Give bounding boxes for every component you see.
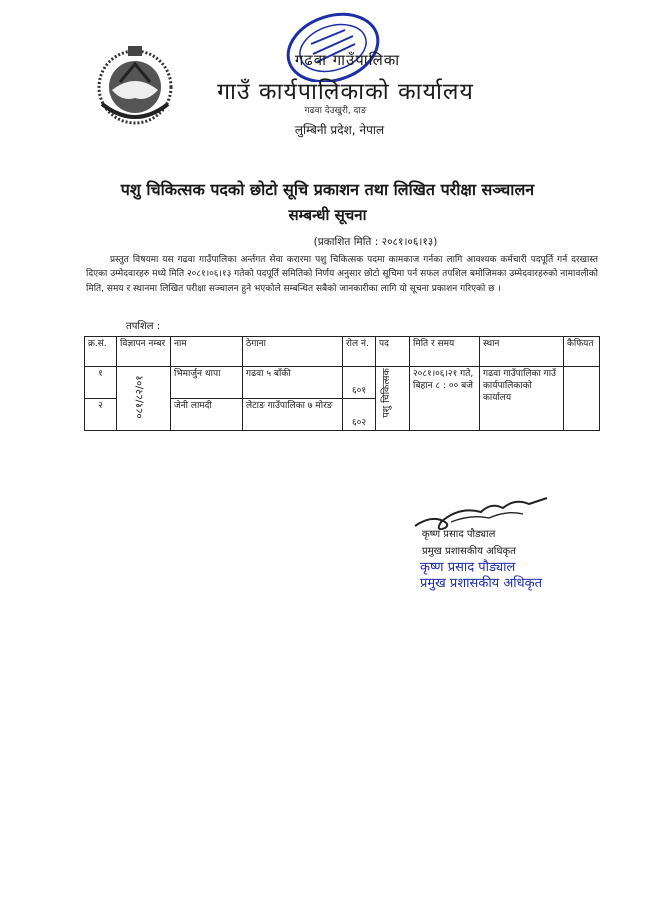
col-header-sn: क्र.सं. [85, 337, 117, 367]
remarks-cell [564, 367, 600, 431]
ad-number: ०८१/८२/०१ [134, 375, 146, 419]
notice-body: प्रस्तुत विषयमा यस गढवा गाउँपालिका अर्न्तगत सेवा करारमा पशु चिकित्सक पदमा कामकाज गर्नका लागि आवश्यक कर्मचारी पदपूर्ति गर्न दरखास्त दिएका उम्मेदवारहरु मध्ये मिति २०८१।०६।१३ गतेको पदपूर्ति समितिको निर्णय अनुसार छोटो सूचिमा पर्न सफल तपशिल बमोजिमका उम्मेदवारहरुको नामावलीको मिति, समय र स्थानमा लिखित परीक्षा सञ्चालन हुने भएकोले सम्बन्धित सबैको जानकारीका लागि यो सूचना प्रकाशन गरिएको छ । [86, 255, 598, 294]
post-cell [376, 367, 410, 431]
municipality-name: गढवा गाउँपालिका [294, 51, 401, 69]
signatory-name: कृष्ण प्रसाद पौड्याल [422, 529, 496, 540]
post-name: पशु चिकित्सक [380, 368, 392, 418]
row-name: भिमार्जुन थापा [171, 367, 243, 399]
col-header-name: नाम [171, 337, 243, 367]
col-header-roll: रोल नं. [343, 337, 376, 367]
office-address: गढवा देउखुरी, दाङ [304, 106, 367, 116]
row-name: जेनी लामदी [171, 399, 243, 431]
table-header-row [85, 337, 600, 367]
col-header-post: पद [376, 337, 410, 367]
seal-signatory-designation: प्रमुख प्रशासकीय अधिकृत [420, 576, 543, 591]
schedule-label: तपशिल : [126, 321, 161, 332]
office-stamp-icon [283, 10, 383, 82]
row-address: लेटाङ गाउँपालिका ७ मोरङ [243, 399, 343, 431]
exam-schedule-table [84, 336, 600, 431]
published-date: (प्रकाशित मिति : २०८१।०६।१३) [313, 236, 438, 248]
row-roll: ६०२ [343, 399, 376, 431]
col-header-datetime: मिति र समय [410, 337, 480, 367]
col-header-venue: स्थान [480, 337, 564, 367]
notice-title: पशु चिकित्सक पदको छोटो सूचि प्रकाशन तथा लिखित परीक्षा सञ्चालन [120, 180, 535, 199]
row-sn: १ [85, 367, 117, 399]
notice-title-line2: सम्बन्धी सूचना [288, 206, 367, 224]
province-country: लुम्बिनी प्रदेश, नेपाल [294, 123, 385, 137]
exam-venue: गढवा गाउँपालिका गाउँ कार्यपालिकाको कार्यालय [480, 367, 564, 431]
table-row [85, 367, 600, 399]
ad-number-cell [117, 367, 171, 431]
col-header-address: ठेगाना [243, 337, 343, 367]
signatory-designation: प्रमुख प्रशासकीय अधिकृत [422, 546, 516, 557]
col-header-remarks: कैफियत [564, 337, 600, 367]
office-name: गाउँ कार्यपालिकाको कार्यालय [217, 79, 474, 105]
seal-signatory-name: कृष्ण प्रसाद पौड्याल [420, 560, 516, 575]
col-header-ad-number: विज्ञापन नम्बर [117, 337, 171, 367]
row-sn: २ [85, 399, 117, 431]
exam-datetime: २०८१।०६।२१ गते, बिहान ८ : ०० बजे [410, 367, 480, 431]
row-address: गढवा ५ बाँकी [243, 367, 343, 399]
row-roll: ६०१ [343, 367, 376, 399]
